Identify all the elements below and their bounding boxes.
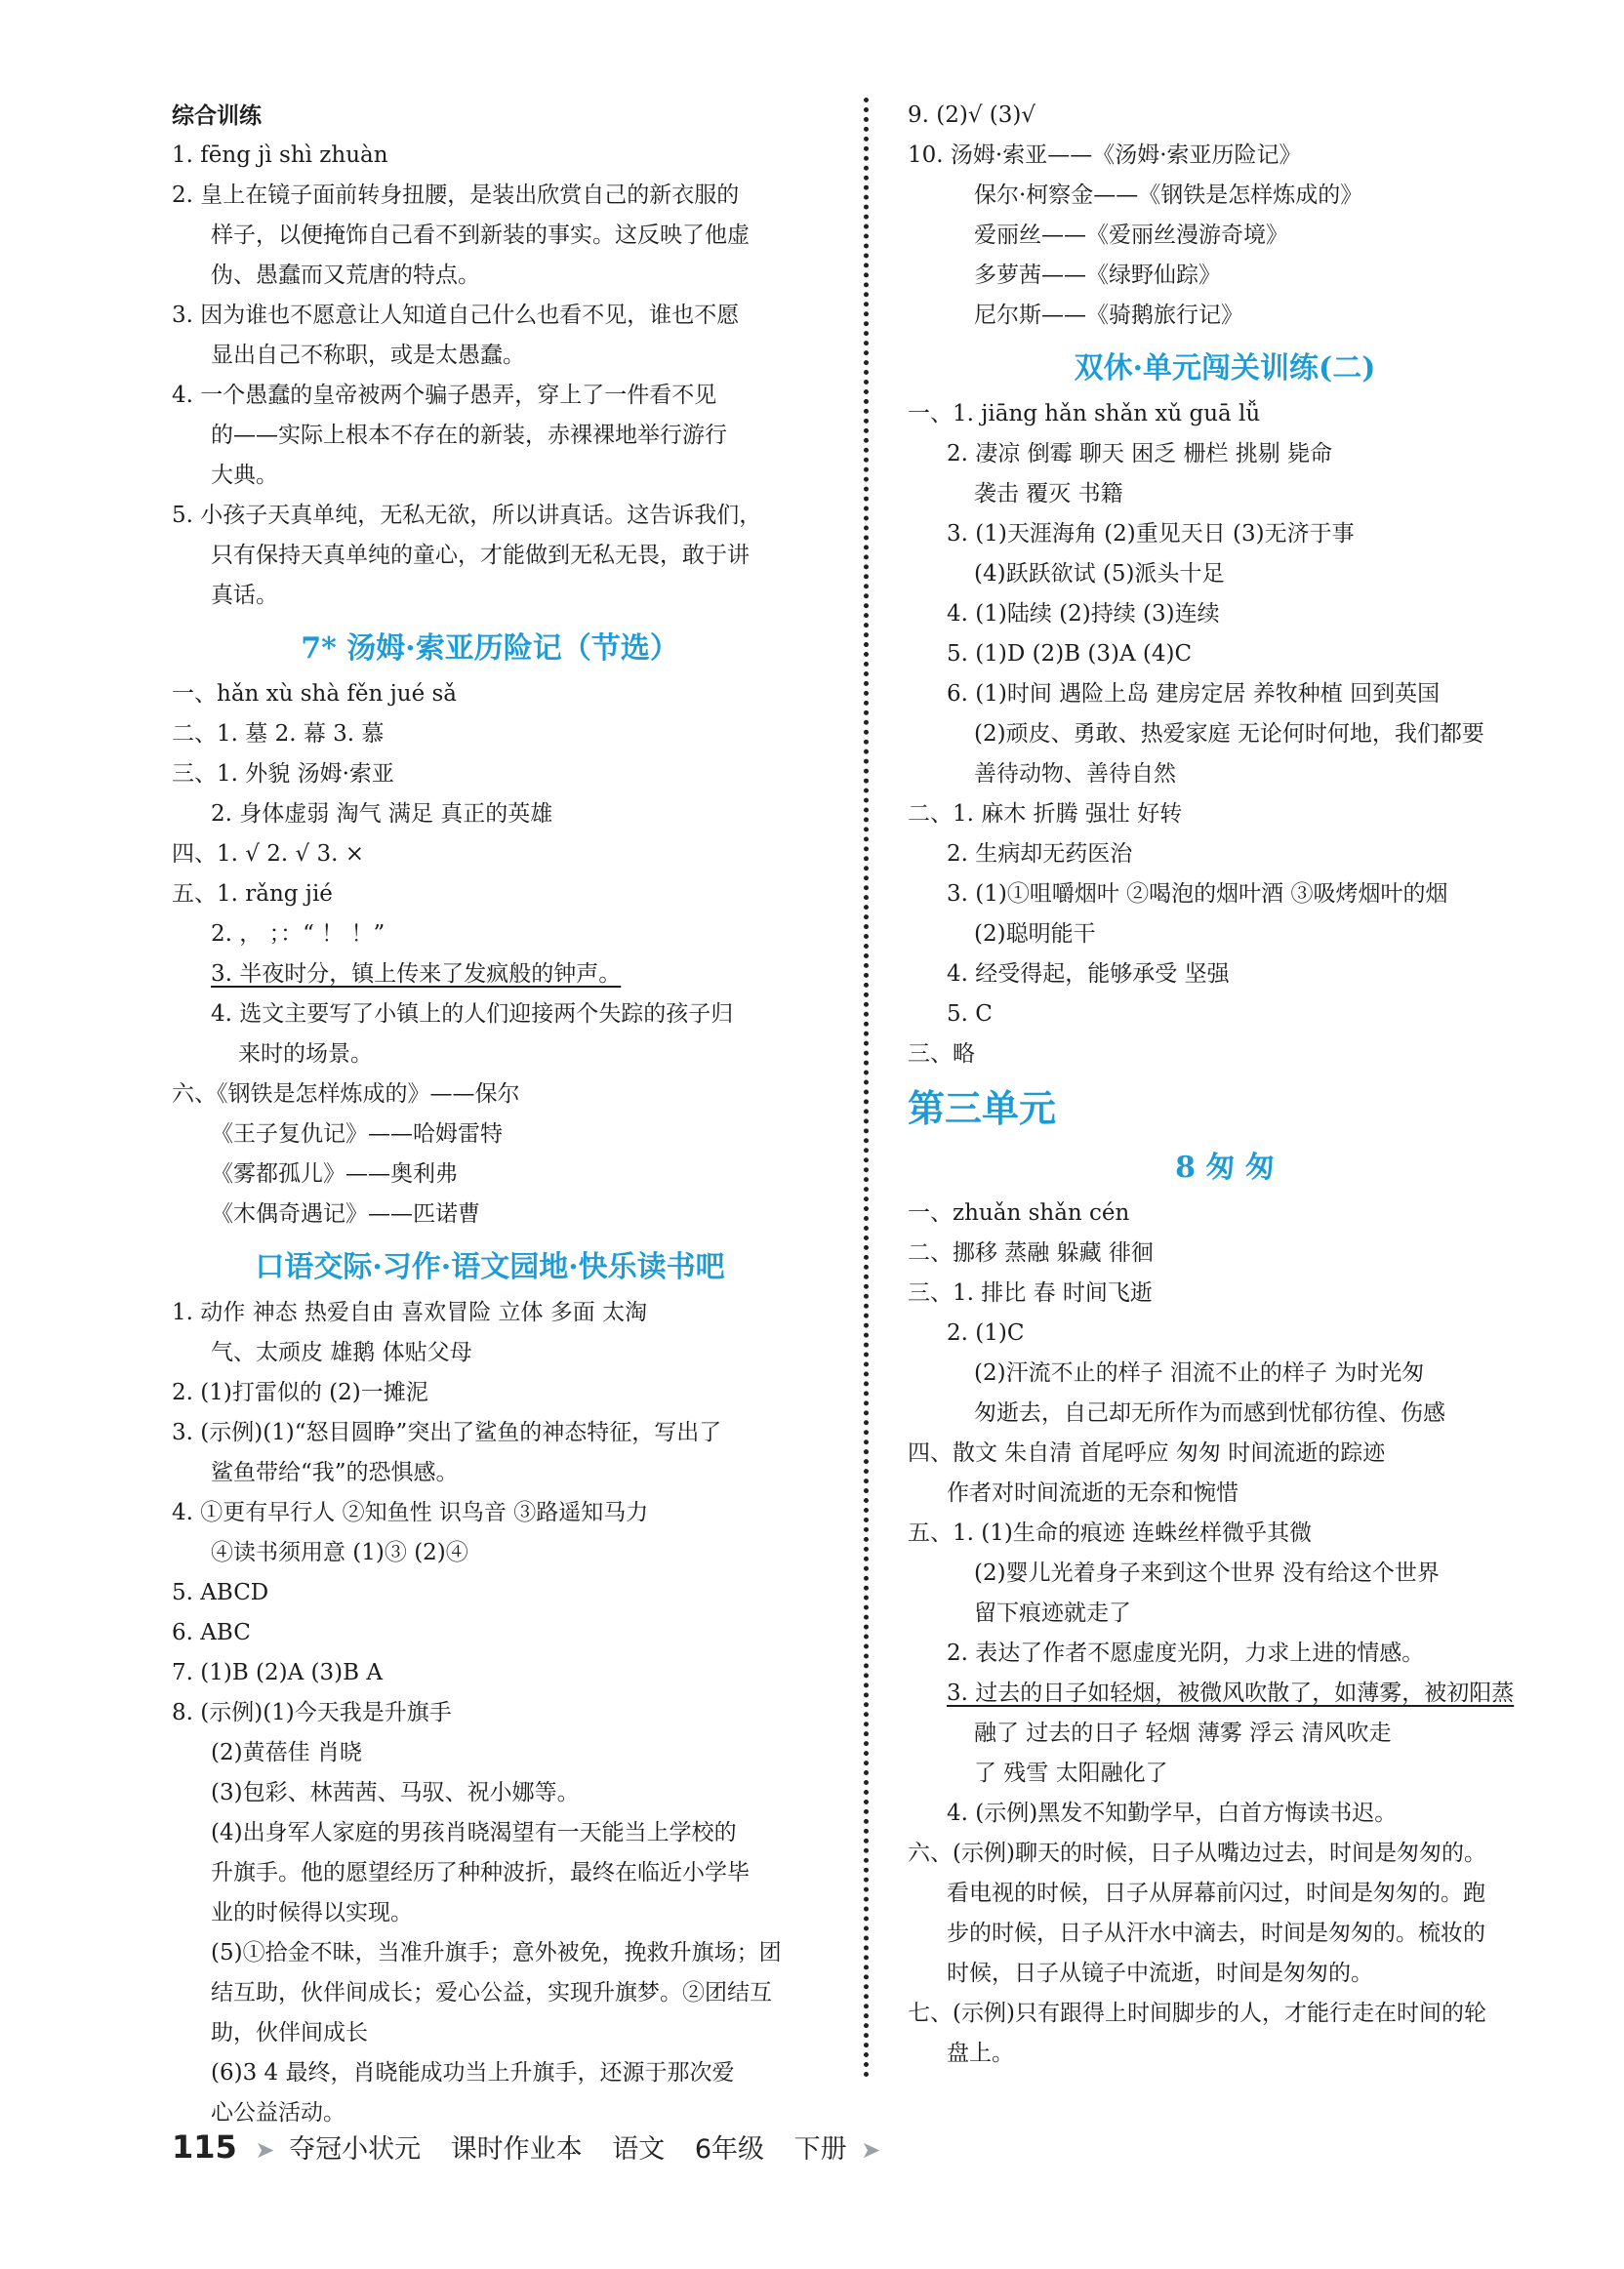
- answer-line: 融了 过去的日子 轻烟 薄雾 浮云 清风吹走: [974, 1721, 1392, 1746]
- answer-line: 匆逝去，自己却无所作为而感到忧郁彷徨、伤感: [974, 1400, 1445, 1426]
- answer-line: 二、1. 墓 2. 幕 3. 慕: [172, 721, 385, 747]
- answer-line: 六、(示例)聊天的时候，日子从嘴边过去，时间是匆匆的。: [908, 1841, 1486, 1866]
- answer-line: 袭击 覆灭 书籍: [974, 481, 1123, 506]
- answer-line: (4)跃跃欲试 (5)派头十足: [974, 561, 1225, 587]
- answer-line: 四、1. √ 2. √ 3. ×: [172, 841, 364, 867]
- answer-line: 了 残雪 太阳融化了: [974, 1761, 1168, 1786]
- answer-line: 样子，以便掩饰自己看不到新装的事实。这反映了他虚: [211, 223, 750, 248]
- answer-line: 三、1. 排比 春 时间飞逝: [908, 1280, 1153, 1306]
- answer-line: 业的时候得以实现。: [211, 1900, 413, 1925]
- section-title-oral: 口语交际·习作·语文园地·快乐读书吧: [255, 1250, 725, 1284]
- answer-line: 爱丽丝——《爱丽丝漫游奇境》: [974, 223, 1288, 248]
- answer-line: 二、挪移 蒸融 躲藏 徘徊: [908, 1240, 1154, 1266]
- answer-line: 真话。: [211, 583, 278, 608]
- answer-line: 3. (1)天涯海角 (2)重见天日 (3)无济于事: [947, 521, 1355, 547]
- answer-line: 三、略: [908, 1041, 975, 1067]
- answer-line: 一、hǎn xù shà fěn jué sǎ: [172, 681, 458, 707]
- answer-line: 三、1. 外貌 汤姆·索亚: [172, 761, 394, 787]
- answer-line: (2)婴儿光着身子来到这个世界 没有给这个世界: [974, 1560, 1440, 1586]
- lesson-title-7: 7* 汤姆·索亚历险记（节选）: [301, 631, 679, 666]
- answer-line: (2)汗流不止的样子 泪流不止的样子 为时光匆: [974, 1360, 1425, 1386]
- answer-line: 10. 汤姆·索亚——《汤姆·索亚历险记》: [908, 142, 1302, 168]
- answer-line: 二、1. 麻木 折腾 强壮 好转: [908, 801, 1183, 827]
- answer-line: 一、zhuǎn shǎn cén: [908, 1200, 1130, 1226]
- answer-line: 作者对时间流逝的无奈和惋惜: [947, 1480, 1238, 1506]
- answer-line: 助，伙伴间成长: [211, 2020, 368, 2046]
- answer-line: 3. (1)①咀嚼烟叶 ②喝泡的烟叶酒 ③吸烤烟叶的烟: [947, 881, 1448, 907]
- answer-line: 6. ABC: [172, 1620, 251, 1645]
- answer-line: 善待动物、善待自然: [974, 761, 1176, 787]
- answer-line: 2. (1)打雷似的 (2)一摊泥: [172, 1380, 428, 1405]
- answer-line: 看电视的时候，日子从屏幕前闪过，时间是匆匆的。跑: [947, 1881, 1485, 1906]
- answer-line: 七、(示例)只有跟得上时间脚步的人，才能行走在时间的轮: [908, 2001, 1486, 2026]
- answer-line: 2. 表达了作者不愿虚度光阴，力求上进的情感。: [947, 1641, 1425, 1666]
- lesson-title-8: 8 匆 匆: [1175, 1151, 1275, 1185]
- answer-line: 5. 小孩子天真单纯，无私无欲，所以讲真话。这告诉我们，: [172, 503, 762, 528]
- answer-line: 8. (示例)(1)今天我是升旗手: [172, 1700, 452, 1725]
- answer-line: 五、1. rǎng jié: [172, 881, 333, 907]
- answer-line: 多萝茜——《绿野仙踪》: [974, 263, 1221, 288]
- answer-line: 7. (1)B (2)A (3)B A: [172, 1660, 383, 1685]
- answer-line: 伪、愚蠢而又荒唐的特点。: [211, 263, 480, 288]
- answer-line: 4. 选文主要写了小镇上的人们迎接两个失踪的孩子归: [211, 1001, 734, 1027]
- footer-subject: 语文: [612, 2134, 666, 2165]
- answer-line: (2)顽皮、勇敢、热爱家庭 无论何时何地，我们都要: [974, 721, 1484, 747]
- answer-line: (2)聪明能干: [974, 921, 1096, 947]
- answer-line: 步的时候，日子从汗水中滴去，时间是匆匆的。梳妆的: [947, 1921, 1485, 1946]
- arrow-icon: ➤: [861, 2136, 881, 2164]
- answer-line: (3)包彩、林茜茜、马驭、祝小娜等。: [211, 1780, 580, 1805]
- answer-line: 《木偶奇遇记》——匹诺曹: [211, 1201, 480, 1227]
- answer-line: 3. 因为谁也不愿意让人知道自己什么也看不见，谁也不愿: [172, 303, 740, 328]
- answer-line: 的——实际上根本不存在的新装，赤裸裸地举行游行: [211, 423, 727, 448]
- answer-line: 6. (1)时间 遇险上岛 建房定居 养牧种植 回到英国: [947, 681, 1441, 707]
- answer-line: 5. ABCD: [172, 1580, 269, 1605]
- answer-line: 3. 半夜时分，镇上传来了发疯般的钟声。: [211, 961, 622, 987]
- answer-line: 3. 过去的日子如轻烟，被微风吹散了，如薄雾，被初阳蒸: [947, 1681, 1515, 1706]
- answer-line: 升旗手。他的愿望经历了种种波折，最终在临近小学毕: [211, 1860, 750, 1885]
- unit-heading: 第三单元: [908, 1086, 1057, 1130]
- answer-line: 来时的场景。: [238, 1041, 373, 1067]
- answer-line: 2. 身体虚弱 淘气 满足 真正的英雄: [211, 801, 553, 827]
- section-heading: 综合训练: [172, 102, 262, 129]
- answer-line: 1. fēng jì shì zhuàn: [172, 142, 388, 168]
- answer-line: 2. (1)C: [947, 1320, 1025, 1346]
- answer-line: 四、散文 朱自清 首尾呼应 匆匆 时间流逝的踪迹: [908, 1440, 1386, 1466]
- answer-line: 3. (示例)(1)“怒目圆睁”突出了鲨鱼的神态特征，写出了: [172, 1420, 722, 1445]
- answer-line: 大典。: [211, 463, 278, 488]
- answer-line: 4. 一个愚蠢的皇帝被两个骗子愚弄，穿上了一件看不见: [172, 383, 717, 408]
- answer-line: 时候，日子从镜子中流逝，时间是匆匆的。: [947, 1961, 1373, 1986]
- answer-line: 六、《钢铁是怎样炼成的》——保尔: [172, 1081, 520, 1107]
- page-number: 115: [172, 2128, 237, 2166]
- answer-line: 5. C: [947, 1001, 993, 1027]
- answer-line: 《王子复仇记》——哈姆雷特: [211, 1121, 503, 1147]
- answer-line: 2. 皇上在镜子面前转身扭腰，是装出欣赏自己的新衣服的: [172, 182, 740, 208]
- answer-line: ④读书须用意 (1)③ (2)④: [211, 1540, 468, 1565]
- unit-test-title: 双休·单元闯关训练(二): [1074, 351, 1376, 385]
- answer-line: 尼尔斯——《骑鹅旅行记》: [974, 303, 1243, 328]
- answer-line: 一、1. jiāng hǎn shǎn xǔ guā lǚ: [908, 401, 1261, 426]
- answer-line: 五、1. (1)生命的痕迹 连蛛丝样微乎其微: [908, 1520, 1313, 1546]
- answer-line: 5. (1)D (2)B (3)A (4)C: [947, 641, 1193, 667]
- answer-line: (5)①拾金不昧，当准升旗手；意外被免，挽救升旗场；团: [211, 1940, 782, 1965]
- answer-line: 只有保持天真单纯的童心，才能做到无私无畏，敢于讲: [211, 543, 750, 568]
- answer-line: 心公益活动。: [211, 2100, 345, 2126]
- answer-line: 盘上。: [947, 2041, 1014, 2066]
- answer-line: 4. ①更有早行人 ②知鱼性 识鸟音 ③路遥知马力: [172, 1500, 649, 1525]
- footer-book: 课时作业本: [450, 2134, 583, 2165]
- answer-line: 留下痕迹就走了: [974, 1600, 1131, 1626]
- answer-line: (4)出身军人家庭的男孩肖晓渴望有一天能当上学校的: [211, 1820, 737, 1845]
- answer-line: 《雾都孤儿》——奥利弗: [211, 1161, 458, 1187]
- right-column: [908, 96, 1542, 2074]
- answer-line: 9. (2)√ (3)√: [908, 102, 1036, 128]
- answer-line: 4. 经受得起，能够承受 坚强: [947, 961, 1230, 987]
- answer-line: 鲨鱼带给“我”的恐惧感。: [211, 1460, 459, 1485]
- footer-brand: 夺冠小状元: [289, 2134, 422, 2165]
- page-footer: [172, 2127, 886, 2166]
- answer-line: 气、太顽皮 雄鹅 体贴父母: [211, 1340, 472, 1365]
- footer-grade: 6年级: [694, 2134, 765, 2165]
- left-column: [172, 96, 808, 2133]
- answer-line: (2)黄蓓佳 肖晓: [211, 1740, 362, 1765]
- column-divider: [864, 98, 869, 2079]
- answer-line: 2. ， ；：“ ！ ！”: [211, 921, 386, 947]
- answer-line: 1. 动作 神态 热爱自由 喜欢冒险 立体 多面 太淘: [172, 1300, 648, 1325]
- answer-line: 保尔·柯察金——《钢铁是怎样炼成的》: [974, 182, 1363, 208]
- arrow-icon: ➤: [255, 2136, 275, 2164]
- footer-term: 下册: [793, 2134, 847, 2165]
- answer-line: 显出自己不称职，或是太愚蠢。: [211, 343, 525, 368]
- answer-line: 结互助，伙伴间成长；爱心公益，实现升旗梦。②团结互: [211, 1980, 772, 2006]
- answer-line: 4. (1)陆续 (2)持续 (3)连续: [947, 601, 1220, 627]
- answer-line: 2. 生病却无药医治: [947, 841, 1133, 867]
- answer-line: 2. 凄凉 倒霉 聊天 困乏 栅栏 挑剔 毙命: [947, 441, 1333, 466]
- answer-line: 4. (示例)黑发不知勤学早，白首方悔读书迟。: [947, 1801, 1398, 1826]
- answer-line: (6)3 4 最终，肖晓能成功当上升旗手，还源于那次爱: [211, 2060, 735, 2086]
